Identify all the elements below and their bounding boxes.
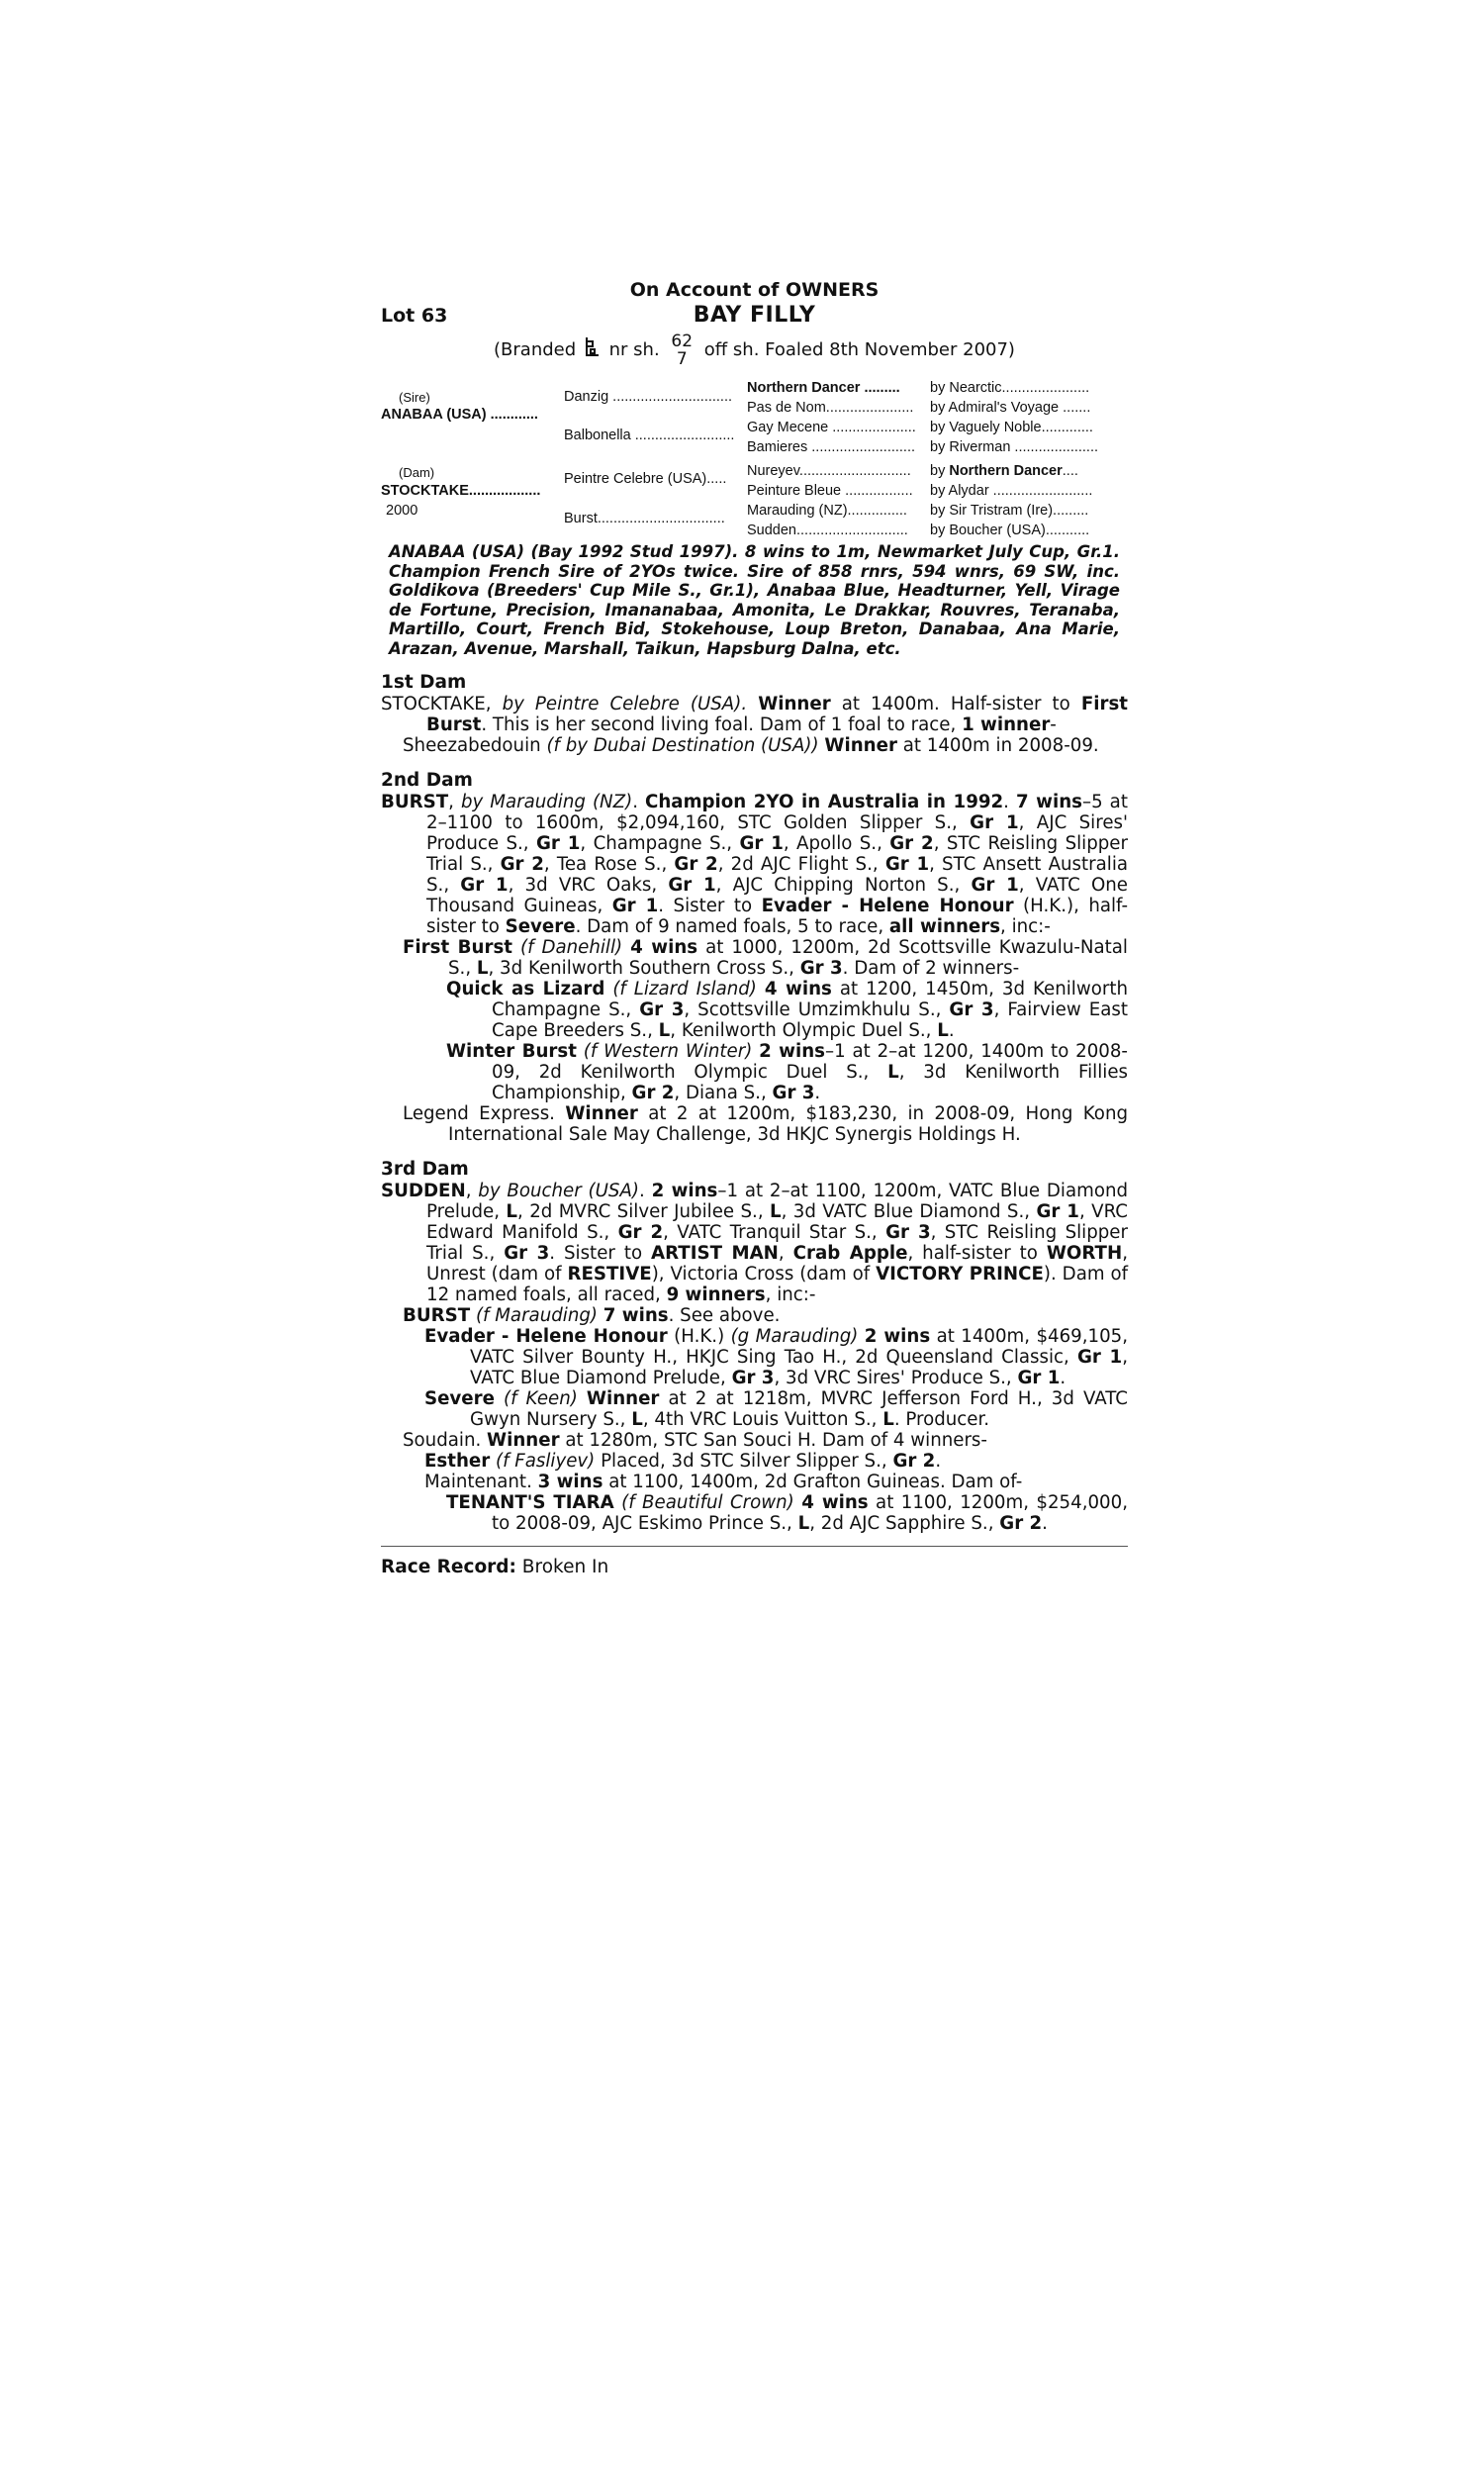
entry-text-run: , inc:- <box>765 1285 816 1305</box>
sire-of-5: by Nearctic...................... <box>930 380 1090 396</box>
entry-text-run: Gr 3 <box>639 999 685 1020</box>
vendor-line: On Account of OWNERS <box>629 279 880 301</box>
entry-text-run: . <box>935 1451 942 1472</box>
entry-text-run: at 1100, 1200m, $254,000, to 2008-09, AJC Eskimo Prince S., <box>492 1492 1128 1534</box>
entry-text-run: –5 at 2–1100 to 1600m, $2,094,160, STC Golden Slipper S., <box>426 792 1128 833</box>
entry-text-run: L <box>506 1201 518 1222</box>
entry-text-run: all winners <box>888 916 1001 937</box>
sire-tag: (Sire) <box>399 390 430 405</box>
entry-text-run: by Marauding (NZ) <box>460 792 633 812</box>
ancestor-10: Peinture Bleue ................. <box>747 483 913 499</box>
entry-text-run: , 3d VRC Oaks, <box>508 875 669 896</box>
lot-row <box>381 303 1128 333</box>
dam1-sister: First Burst <box>426 694 1128 735</box>
entry-text-run: at 1200, 1450m, 3d Kenilworth Champagne S., <box>492 979 1128 1020</box>
second-dam-section <box>381 770 1128 1145</box>
dam1-text: at 1400m. Half-sister to <box>830 694 1081 714</box>
produce-entry <box>381 1492 1128 1534</box>
sire-of-7: by Vaguely Noble............. <box>930 420 1093 435</box>
ancestor-11: Marauding (NZ)............... <box>747 503 907 519</box>
entry-text-run: (f Fasliyev) <box>496 1451 596 1472</box>
dam-sire: Peintre Celebre (USA)..... <box>564 471 727 487</box>
dam1-winner: Winner <box>758 694 831 714</box>
entry-text-run: by Boucher (USA) <box>478 1181 639 1201</box>
entry-text-run: , Kenilworth Olympic Duel S., <box>670 1020 938 1041</box>
ancestor-6: Pas de Nom...................... <box>747 400 914 416</box>
foal-text: at 1400m in 2008-09. <box>896 735 1099 756</box>
entry-text-run: (f Keen) <box>504 1388 578 1409</box>
sire-summary: ANABAA (USA) (Bay 1992 Stud 1997). 8 wins to 1m, Newmarket July Cup, Gr.1. Champion French Sire of 2YOs twice. Sire of 858 rnrs, 594 wnrs, 69 SW, inc. Goldikova (Breeders' Cup Mile S., Gr.1), Anabaa Blue, Headturner, Yell, Virage de Fortune, Precision, Imananabaa, Amonita, Le Drakkar, Rouvres, Teranaba, Martillo, Court, French Bid, Stokehouse, Loup Breton, Danabaa, Ana Marie, Arazan, Avenue, Marshall, Taikun, Hapsburg Dalna, etc. <box>389 542 1120 658</box>
entry-text-run: L <box>882 1409 894 1430</box>
produce-entry <box>381 937 1128 979</box>
entry-text-run: . <box>639 1181 652 1201</box>
entry-text-run: Winner <box>487 1430 560 1451</box>
entry-text-run: Winner <box>586 1388 660 1409</box>
dam1-name: STOCKTAKE, <box>381 694 503 714</box>
produce-entry <box>381 1041 1128 1103</box>
entry-text-run: –1 at 2–at 1200, 1400m to 2008-09, 2d Kenilworth Olympic Duel S., <box>492 1041 1128 1083</box>
entry-text-run: (H.K.) <box>667 1326 731 1347</box>
entry-text-run: ). Dam of 12 named foals, all raced, <box>426 1264 1128 1305</box>
entry-text-run: Winner <box>565 1103 638 1124</box>
entry-text-run: Gr 3 <box>504 1243 550 1264</box>
produce-entry <box>381 1451 1128 1472</box>
divider <box>381 1546 1128 1547</box>
second-dam-heading: 2nd Dam <box>381 770 473 791</box>
entry-text-run: (f Marauding) <box>475 1305 598 1326</box>
entry-text-run: , Tea Rose S., <box>543 854 675 875</box>
entry-text-run: , VRC Edward Manifold S., <box>426 1201 1129 1243</box>
race-record-value: Broken In <box>515 1557 609 1577</box>
entry-text-run: Gr 1 <box>535 833 581 854</box>
entry-text-run: L <box>937 1020 949 1041</box>
entry-text-run: , VATC Blue Diamond Prelude, <box>470 1347 1128 1388</box>
entry-text-run: , 3d Kenilworth Southern Cross S., <box>488 958 800 979</box>
brand-mark-icon <box>584 335 602 357</box>
entry-text-run: SUDDEN <box>381 1181 466 1201</box>
entry-text-run: , Champagne S., <box>580 833 740 854</box>
entry-text-run: Gr 1 <box>460 875 509 896</box>
entry-text-run: , 3d VRC Sires' Produce S., <box>774 1368 1018 1388</box>
entry-text-run: . <box>1060 1368 1067 1388</box>
entry-text-run: (f Beautiful Crown) <box>621 1492 794 1513</box>
entry-text-run: Gr 1 <box>1017 1368 1061 1388</box>
catalogue-page <box>381 277 1128 1577</box>
entry-text-run: L <box>797 1513 810 1534</box>
entry-text-run: Gr 2 <box>617 1222 664 1243</box>
produce-entry <box>381 1305 1128 1326</box>
entry-text-run: , Apollo S., <box>783 833 890 854</box>
produce-entry <box>381 1472 1128 1492</box>
entry-text-run: Evader - Helene Honour <box>761 896 1014 916</box>
entry-text-run <box>578 1388 587 1409</box>
produce-entry <box>381 1430 1128 1451</box>
entry-text-run: 4 wins <box>630 937 698 958</box>
entry-text-run: Gr 2 <box>999 1513 1043 1534</box>
race-record-label: Race Record: <box>381 1557 516 1577</box>
entry-text-run: L <box>770 1201 782 1222</box>
entry-text-run: , Diana S., <box>674 1083 773 1103</box>
dam1-space <box>747 694 758 714</box>
entry-text-run: , VATC One Thousand Guineas, <box>426 875 1128 916</box>
dam-tag: (Dam) <box>399 465 435 480</box>
sire-of-6: by Admiral's Voyage ....... <box>930 400 1091 416</box>
dam1-winners: 1 winner <box>962 714 1051 735</box>
entry-text-run: Champion 2YO in Australia in 1992 <box>645 792 1004 812</box>
entry-text-run: . <box>632 792 645 812</box>
pedigree-table <box>381 376 1128 538</box>
entry-text-run: L <box>887 1062 899 1083</box>
entry-text-run: Crab Apple <box>792 1243 908 1264</box>
entry-text-run: Gr 1 <box>1076 1347 1123 1368</box>
entry-text-run: , Scottsville Umzimkhulu S., <box>684 999 950 1020</box>
brand-line <box>381 333 1128 376</box>
entry-text-run: , 2d AJC Sapphire S., <box>809 1513 1000 1534</box>
entry-text-run: Gr 2 <box>674 854 718 875</box>
entry-text-run: , half-sister to <box>907 1243 1047 1264</box>
entry-text-run: (H.K.), half-sister to <box>426 896 1129 937</box>
brand-numbers <box>671 333 693 368</box>
entry-text-run: TENANT'S TIARA <box>446 1492 614 1513</box>
entry-text-run: Winter Burst <box>446 1041 577 1062</box>
entry-text-run: Gr 1 <box>668 875 716 896</box>
entry-text-run: at 1280m, STC San Souci H. Dam of 4 winners- <box>559 1430 987 1451</box>
entry-text-run: Gr 1 <box>1036 1201 1079 1222</box>
third-dam-heading: 3rd Dam <box>381 1159 469 1180</box>
foal-sire: (f by Dubai Destination (USA)) <box>546 735 819 756</box>
entry-text-run: 4 wins <box>801 1492 869 1513</box>
entry-text-run: , STC Ansett Australia S., <box>426 854 1129 896</box>
produce-entry <box>381 1103 1128 1145</box>
entry-text-run: Gr 1 <box>739 833 784 854</box>
entry-text-run: , Fairview East Cape Breeders S., <box>492 999 1128 1041</box>
entry-text-run: at 1000, 1200m, 2d Scottsville Kwazulu-Natal S., <box>448 937 1128 979</box>
entry-text-run: . Sister to <box>658 896 762 916</box>
produce-entry <box>381 1388 1128 1430</box>
brand-number-bottom: 7 <box>676 349 688 369</box>
third-dam-section <box>381 1159 1128 1534</box>
sire-name: ANABAA (USA) ............ <box>381 407 538 423</box>
lot-number: Lot 63 <box>381 305 448 327</box>
third-dam-entry <box>381 1181 1128 1305</box>
entry-text-run: . <box>1003 792 1016 812</box>
entry-text-run: , AJC Chipping Norton S., <box>715 875 972 896</box>
produce-entry <box>381 979 1128 1041</box>
entry-text-run: , STC Reisling Slipper Trial S., <box>426 1222 1128 1264</box>
ancestor-7: Gay Mecene ..................... <box>747 420 916 435</box>
entry-text-run: Gr 3 <box>799 958 843 979</box>
entry-text-run: Soudain. <box>403 1430 488 1451</box>
first-dam-foal <box>381 735 1128 756</box>
foal-name: Sheezabedouin <box>403 735 547 756</box>
entry-text-run: at 2 at 1218m, MVRC Jefferson Ford H., 3d VATC Gwyn Nursery S., <box>470 1388 1128 1430</box>
entry-text-run: Gr 1 <box>884 854 930 875</box>
entry-text-run: , AJC Sires' Produce S., <box>426 812 1128 854</box>
entry-text-run: (f Danehill) <box>519 937 623 958</box>
ancestor-9: Nureyev............................ <box>747 463 911 479</box>
entry-text-run: Gr 2 <box>631 1083 675 1103</box>
brand-prefix: (Branded <box>494 339 577 360</box>
entry-text-run: 4 wins <box>764 979 832 999</box>
entry-text-run: Gr 3 <box>731 1368 775 1388</box>
entry-text-run: 7 wins <box>1015 792 1082 812</box>
second-dam-entry <box>381 792 1128 937</box>
horse-description: BAY FILLY <box>693 303 816 328</box>
entry-text-run: Esther <box>424 1451 491 1472</box>
entry-text-run: L <box>631 1409 643 1430</box>
entry-text-run: . Dam of 9 named foals, 5 to race, <box>575 916 889 937</box>
entry-text-run: Gr 2 <box>500 854 544 875</box>
entry-text-run: , <box>465 1181 479 1201</box>
race-record <box>381 1557 1128 1577</box>
entry-text-run: , STC Reisling Slipper Trial S., <box>426 833 1128 875</box>
entry-text-run: Gr 1 <box>970 812 1019 833</box>
entry-text-run: Gr 3 <box>949 999 994 1020</box>
sire-of-9-name: Northern Dancer <box>949 463 1063 479</box>
entry-text-run: Gr 2 <box>889 833 934 854</box>
entry-text-run <box>512 937 520 958</box>
entry-text-run: Gr 3 <box>885 1222 931 1243</box>
entry-text-run: ARTIST MAN <box>651 1243 779 1264</box>
first-dam-entry <box>381 694 1128 735</box>
entry-text-run <box>577 1041 584 1062</box>
sire-dam: Balbonella ......................... <box>564 428 735 443</box>
dam-dam: Burst................................ <box>564 511 725 526</box>
entry-text-run: . Dam of 2 winners- <box>842 958 1020 979</box>
entry-text-run <box>495 1388 504 1409</box>
entry-text-run: , <box>448 792 461 812</box>
first-dam-heading: 1st Dam <box>381 672 467 693</box>
ancestor-12: Sudden............................ <box>747 523 908 538</box>
sire-of-9-prefix: by <box>930 463 950 479</box>
entry-text-run: Evader - Helene Honour <box>424 1326 668 1347</box>
sire-of-9-dots: .... <box>1062 463 1078 479</box>
entry-text-run: 7 wins <box>603 1305 669 1326</box>
entry-text-run: –1 at 2–at 1100, 1200m, VATC Blue Diamond Prelude, <box>426 1181 1129 1222</box>
sire-of-10: by Alydar ......................... <box>930 483 1093 499</box>
entry-text-run: at 2 at 1200m, $183,230, in 2008-09, Hong Kong International Sale May Challenge, 3d HKJC Synergis Holdings H. <box>448 1103 1129 1145</box>
entry-text-run: (g Marauding) <box>730 1326 859 1347</box>
brand-number-top: 62 <box>671 332 694 351</box>
foal-winner: Winner <box>824 735 897 756</box>
entry-text-run: Severe <box>424 1388 495 1409</box>
ancestor-8: Bamieres .......................... <box>747 439 916 455</box>
entry-text-run: , <box>778 1243 793 1264</box>
entry-text-run: . <box>948 1020 955 1041</box>
entry-text-run: 2 wins <box>759 1041 825 1062</box>
entry-text-run: 2 wins <box>864 1326 931 1347</box>
entry-text-run: 3 wins <box>537 1472 603 1492</box>
entry-text-run <box>757 979 765 999</box>
entry-text-run: WORTH <box>1046 1243 1123 1264</box>
entry-text-run: , inc:- <box>1000 916 1051 937</box>
entry-text-run <box>622 937 630 958</box>
entry-text-run: at 1100, 1400m, 2d Grafton Guineas. Dam of- <box>603 1472 1023 1492</box>
entry-text-run: , 3d Kenilworth Fillies Championship, <box>492 1062 1128 1103</box>
entry-text-run: Gr 1 <box>971 875 1019 896</box>
dam-year: 2000 <box>386 503 418 519</box>
sire-of-9 <box>930 463 1078 479</box>
sire-sire: Danzig .............................. <box>564 389 733 405</box>
brand-suffix: off sh. Foaled 8th November 2007) <box>703 339 1015 360</box>
entry-text-run: First Burst <box>403 937 512 958</box>
entry-text-run: . <box>814 1083 821 1103</box>
entry-text-run: RESTIVE <box>567 1264 652 1285</box>
entry-text-run: 9 winners <box>666 1285 766 1305</box>
entry-text-run: , VATC Tranquil Star S., <box>663 1222 886 1243</box>
sire-of-12: by Boucher (USA)........... <box>930 523 1090 538</box>
entry-text-run: Legend Express. <box>403 1103 566 1124</box>
entry-text-run: , 2d AJC Flight S., <box>717 854 885 875</box>
entry-text-run: , 2d MVRC Silver Jubilee S., <box>517 1201 770 1222</box>
dam1-sire: by Peintre Celebre (USA). <box>502 694 748 714</box>
entry-text-run: ), Victoria Cross (dam of <box>651 1264 877 1285</box>
entry-text-run: (f Western Winter) <box>583 1041 753 1062</box>
sire-of-8: by Riverman ..................... <box>930 439 1099 455</box>
ancestor-5: Northern Dancer ......... <box>747 380 900 396</box>
entry-text-run: L <box>476 958 489 979</box>
entry-text-run: Quick as Lizard <box>446 979 605 999</box>
entry-text-run: Gr 2 <box>892 1451 936 1472</box>
entry-text-run: Gr 1 <box>611 896 659 916</box>
entry-text-run: . <box>1042 1513 1048 1534</box>
sire-of-11: by Sir Tristram (Ire)......... <box>930 503 1089 519</box>
entry-text-run: . See above. <box>668 1305 781 1326</box>
brand-near-side: nr sh. <box>608 339 660 360</box>
entry-text-run: Placed, 3d STC Silver Slipper S., <box>595 1451 893 1472</box>
first-dam-section <box>381 672 1128 756</box>
entry-text-run: Maintenant. <box>424 1472 538 1492</box>
entry-text-run: , 4th VRC Louis Vuitton S., <box>642 1409 883 1430</box>
entry-text-run: VICTORY PRINCE <box>876 1264 1044 1285</box>
dam1-text2: . This is her second living foal. Dam of 1 foal to race, <box>481 714 963 735</box>
dam1-dash: - <box>1050 714 1057 735</box>
produce-entry <box>381 1326 1128 1388</box>
entry-text-run: . Sister to <box>549 1243 652 1264</box>
entry-text-run: . Producer. <box>893 1409 990 1430</box>
entry-text-run: (f Lizard Island) <box>612 979 757 999</box>
entry-text-run: at 1400m, $469,105, VATC Silver Bounty H., HKJC Sing Tao H., 2d Queensland Classic, <box>470 1326 1129 1368</box>
entry-text-run: BURST <box>403 1305 471 1326</box>
entry-text-run: , Unrest (dam of <box>426 1243 1128 1285</box>
entry-text-run: 2 wins <box>651 1181 718 1201</box>
entry-text-run: L <box>658 1020 671 1041</box>
entry-text-run: Severe <box>505 916 576 937</box>
entry-text-run: , 3d VATC Blue Diamond S., <box>781 1201 1037 1222</box>
entry-text-run: Gr 3 <box>772 1083 815 1103</box>
entry-text-run: BURST <box>381 792 449 812</box>
dam-name: STOCKTAKE.................. <box>381 483 541 499</box>
